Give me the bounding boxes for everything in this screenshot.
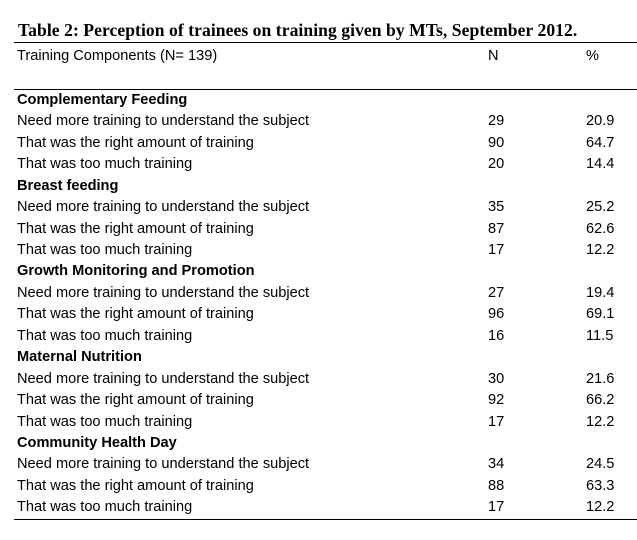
section-name: Maternal Nutrition	[17, 349, 142, 365]
row-percent: 64.7	[586, 135, 615, 151]
row-percent: 20.9	[586, 113, 615, 129]
row-n: 92	[488, 392, 505, 408]
row-n: 35	[488, 199, 505, 215]
row-n: 17	[488, 499, 505, 515]
row-label: That was the right amount of training	[17, 221, 254, 237]
row-percent: 14.4	[586, 156, 615, 172]
table-bottom-rule	[14, 519, 637, 520]
row-label: That was too much training	[17, 242, 193, 258]
row-percent: 66.2	[586, 392, 615, 408]
table-row	[0, 111, 637, 132]
row-percent: 21.6	[586, 371, 615, 387]
row-percent: 19.4	[586, 285, 615, 301]
section-heading	[0, 261, 637, 282]
table-row	[0, 197, 637, 218]
row-label: That was too much training	[17, 499, 193, 515]
row-percent: 62.6	[586, 221, 615, 237]
table-row	[0, 304, 637, 325]
table-row	[0, 454, 637, 475]
row-percent: 63.3	[586, 478, 615, 494]
section-heading	[0, 90, 637, 111]
row-label: Need more training to understand the subject	[17, 113, 310, 129]
table-row	[0, 133, 637, 154]
row-percent: 12.2	[586, 499, 615, 515]
table-row	[0, 476, 637, 497]
row-n: 96	[488, 306, 505, 322]
row-label: That was the right amount of training	[17, 392, 254, 408]
section-name: Complementary Feeding	[17, 92, 188, 108]
row-label: Need more training to understand the subject	[17, 199, 310, 215]
row-percent: 11.5	[586, 328, 614, 344]
row-percent: 24.5	[586, 456, 615, 472]
row-percent: 12.2	[586, 414, 615, 430]
row-n: 29	[488, 113, 505, 129]
row-percent: 12.2	[586, 242, 615, 258]
row-percent: 25.2	[586, 199, 615, 215]
table-row	[0, 219, 637, 240]
row-label: That was the right amount of training	[17, 135, 254, 151]
row-n: 27	[488, 285, 505, 301]
table-header-row	[0, 46, 637, 67]
section-name: Breast feeding	[17, 178, 119, 194]
table-row	[0, 326, 637, 347]
table-row	[0, 390, 637, 411]
table-row	[0, 283, 637, 304]
row-n: 87	[488, 221, 505, 237]
table-title: Table 2: Perception of trainees on training given by MTs, September 2012.	[18, 20, 578, 40]
row-percent: 69.1	[586, 306, 615, 322]
table-row	[0, 412, 637, 433]
row-label: That was the right amount of training	[17, 478, 254, 494]
row-label: Need more training to understand the subject	[17, 456, 310, 472]
row-label: That was too much training	[17, 156, 193, 172]
section-heading	[0, 433, 637, 454]
table-row	[0, 497, 637, 518]
header-percent: %	[586, 48, 599, 64]
header-label: Training Components (N= 139)	[17, 48, 218, 64]
row-label: Need more training to understand the subject	[17, 285, 310, 301]
table-row	[0, 240, 637, 261]
section-name: Growth Monitoring and Promotion	[17, 263, 255, 279]
section-heading	[0, 347, 637, 368]
row-n: 30	[488, 371, 505, 387]
row-label: That was the right amount of training	[17, 306, 254, 322]
row-label: That was too much training	[17, 414, 193, 430]
row-n: 20	[488, 156, 505, 172]
header-n: N	[488, 48, 499, 64]
row-label: That was too much training	[17, 328, 193, 344]
row-n: 16	[488, 328, 505, 344]
row-n: 90	[488, 135, 505, 151]
row-n: 88	[488, 478, 505, 494]
row-n: 34	[488, 456, 505, 472]
row-label: Need more training to understand the subject	[17, 371, 310, 387]
table-row	[0, 369, 637, 390]
section-heading	[0, 176, 637, 197]
section-name: Community Health Day	[17, 435, 177, 451]
row-n: 17	[488, 414, 505, 430]
table-row	[0, 154, 637, 175]
table-top-rule	[14, 42, 637, 43]
row-n: 17	[488, 242, 505, 258]
